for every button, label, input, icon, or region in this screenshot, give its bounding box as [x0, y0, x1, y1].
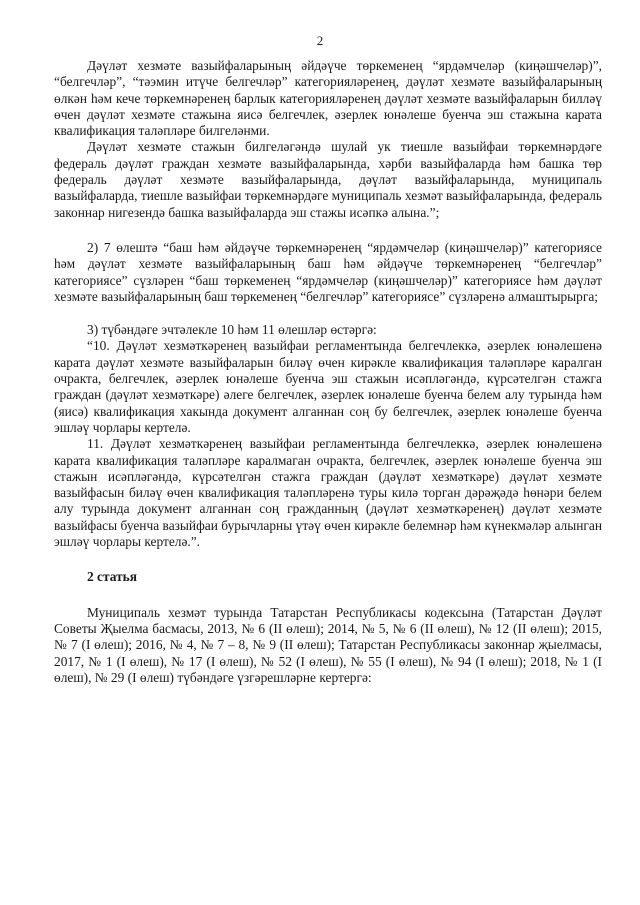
paragraph-qualification-requirements: Дәүләт хезмәте вазыйфаларының әйдәүче төркеменең “ярдәмчеләр (киңәшчеләр)”, “белгечләр”, “тәэмин итүче белгечләр” категорияләренең, дәүләт хезмәте вазыйфаларының өлкән һәм кече төркемнәренең барлык категорияләренең дәүләт хезмәте вазыйфаларын билләү өчен дәүләт хезмәте стажына яисә белгечлек, әзерлек юнәлеше буенча эш стажына карата квалификация таләпләре билгеләнми.	[54, 58, 602, 139]
paragraph-service-length: Дәүләт хезмәте стажын билгеләгәндә шулай ук тиешле вазыйфаи төркемнәрдәге федераль дәүләт граждан хезмәте вазыйфаларында, хәрби вазыйфаларда һәм башка төр федераль дәүләт хезмәте вазыйфаларында, дәүләт вазыйфаларында, муниципаль вазыйфаларда, тиешле вазыйфаи төркемнәрдәге муниципаль хезмәт вазыйфаларында, федераль законнар нигезендә башка вазыйфаларда эш стажы исәпкә алына.”;	[54, 139, 602, 220]
paragraph-item-3: 3) түбәндәге эчтәлекле 10 һәм 11 өлешләр өстәргә:	[87, 322, 377, 338]
document-body	[54, 58, 602, 686]
article-2-heading: 2 статья	[87, 569, 137, 585]
paragraph-item-2: 2) 7 өлештә “баш һәм әйдәүче төркемнәренең “ярдәмчеләр (киңәшчеләр)” категориясе һәм дәүләт хезмәте вазыйфаларының баш һәм әйдәүче төркемнәренең “белгечләр” категориясе” сүзләрен “баш төркеменең “ярдәмчеләр (киңәшчеләр)” категориясе һәм дәүләт хезмәте вазыйфаларының баш төркеменең “белгечләр” категориясе” сүзләренә алмаштырырга;	[54, 239, 602, 304]
paragraph-article-2-intro: Муниципаль хезмәт турында Татарстан Республикасы кодексына (Татарстан Дәүләт Советы Җыелма басмасы, 2013, № 6 (II өлеш); 2014, № 5, № 6 (II өлеш), № 12 (II өлеш); 2015, № 7 (I өлеш); 2016, № 4, № 7 – 8, № 9 (II өлеш); Татарстан Республикасы законнар җыелмасы, 2017, № 1 (I өлеш), № 17 (I өлеш), № 52 (I өлеш), № 55 (I өлеш), № 94 (I өлеш); 2018, № 1 (I өлеш), № 29 (I өлеш) түбәндәге үзгәрешләрне кертергә:	[54, 604, 602, 685]
page-number: 2	[316, 33, 324, 48]
paragraph-part-10: “10. Дәүләт хезмәткәренең вазыйфаи регламентында белгечлеккә, әзерлек юнәлешенә карата дәүләт хезмәте вазыйфаларын биләү өчен кирәкле квалификация таләпләре каралган очракта, белгечлек, әзерлек юнәлеше буенча эш стажын исәпләгәндә, күрсәтелгән стажга граждан (дәүләт хезмәткәре) әлеге белгечлек, әзерлек юнәлеше буенча белем алу турында һәм (яисә) квалификация хакында документ алганнан соң бу белгечлек, әзерлек юнәлеше буенча эшләү чорлары кертелә.	[54, 338, 602, 435]
paragraph-part-11: 11. Дәүләт хезмәткәренең вазыйфаи регламентында белгечлеккә, әзерлек юнәлешенә карата квалификация таләпләре каралмаган очракта, белгечлек, әзерлек юнәлеше буенча эш стажын исәпләгәндә, күрсәтелгән стажга граждан (дәүләт хезмәткәре) дәүләт хезмәте вазыйфасын биләү өчен квалификация таләпләренә туры килә торган дәрәҗәдә һөнәри белем алу турында документ алганнан соң гражданның (дәүләт хезмәткәренең) дәүләт хезмәте вазыйфасы буенча вазыйфаи бурычларны үтәү өчен кирәкле белемнәр һәм күнекмәләр алынган эшләү чорлары кертелә.”.	[54, 436, 602, 550]
